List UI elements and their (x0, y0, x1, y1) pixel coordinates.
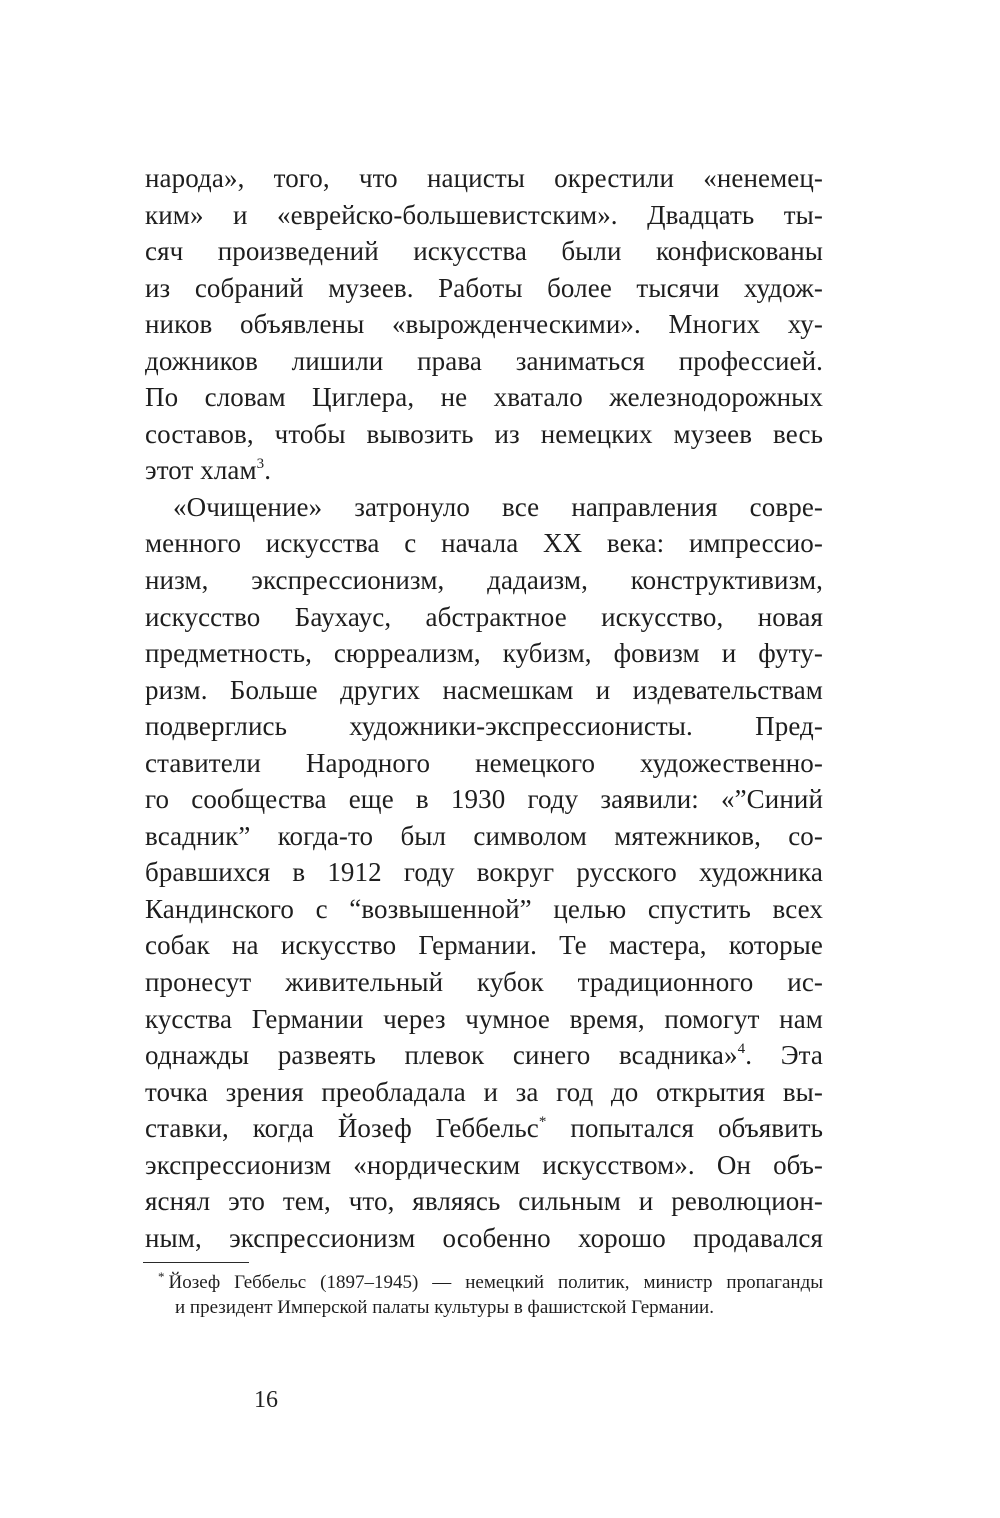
text-fragment: попытался объявить (546, 1113, 824, 1144)
text-line: предметность, сюрреализм, кубизм, фовизм и футу- (145, 638, 823, 669)
page-body (145, 160, 823, 1256)
footnote-ref-star[interactable]: * (538, 1114, 547, 1131)
text-line: яснял это тем, что, являясь сильным и революцион- (145, 1186, 823, 1217)
text-line: Кандинского с “возвышенной” целью спустить всех (145, 893, 823, 924)
text-line: составов, чтобы вывозить из немецких музеев весь (145, 418, 823, 449)
paragraph-2 (145, 489, 823, 1256)
footnote-line (158, 1270, 823, 1295)
text-line: бравшихся в 1912 году вокруг русского художника (145, 857, 823, 888)
text-line: ников объявлены «вырожденческими». Многих ху- (145, 309, 823, 340)
text-line: из собраний музеев. Работы более тысячи худож- (145, 272, 823, 303)
text-line: подверглись художники-экспрессионисты. Пред- (145, 711, 823, 742)
text-line: сяч произведений искусства были конфискованы (145, 236, 823, 267)
text-fragment: однажды развеять плевок синего всадника» (145, 1040, 738, 1071)
paragraph-1 (145, 160, 823, 489)
footnote-mark: * (158, 1269, 165, 1284)
text-line: экспрессионизм «нордическим искусством». Он объ- (145, 1149, 823, 1180)
text-line: ризм. Больше других насмешкам и издевательствам (145, 674, 823, 705)
text-line: пронесут живительный кубок традиционного ис- (145, 967, 823, 998)
page-number: 16 (254, 1387, 278, 1413)
text-line: ным, экспрессионизм особенно хорошо продавался (145, 1222, 823, 1253)
text-fragment: ставки, когда Йозеф Геббельс (145, 1113, 539, 1144)
text-line: ким» и «еврейско-большевистским». Двадцать ты- (145, 199, 823, 230)
text-line (145, 1110, 823, 1147)
text-line: менного искусства с начала XX века: импрессио- (145, 528, 823, 559)
text-fragment: . (264, 455, 272, 486)
text-line: дожников лишили права заниматься профессией. (145, 345, 823, 376)
text-line: собак на искусство Германии. Те мастера, которые (145, 930, 823, 961)
footnote-text: Йозеф Геббельс (1897–1945) — немецкий политик, министр пропаганды (168, 1272, 823, 1293)
footnote-line: и президент Имперской палаты культуры в фашистской Германии. (175, 1297, 714, 1318)
text-fragment: этот хлам (145, 455, 257, 486)
text-line: низм, экспрессионизм, дадаизм, конструктивизм, (145, 565, 823, 596)
footnote-divider (143, 1262, 249, 1263)
text-line (145, 452, 823, 489)
text-line: По словам Циглера, не хватало железнодорожных (145, 382, 823, 413)
text-line: ставители Народного немецкого художественно- (145, 747, 823, 778)
text-line: всадник” когда-то был символом мятежников, со- (145, 820, 823, 851)
text-fragment: . Эта (745, 1040, 823, 1071)
text-line: искусство Баухаус, абстрактное искусство, новая (145, 601, 823, 632)
footnote-ref-3[interactable]: 3 (256, 456, 265, 473)
text-line: «Очищение» затронуло все направления совре- (173, 491, 823, 522)
text-line: народа», того, что нацисты окрестили «ненемец- (145, 163, 823, 193)
footnote-section (158, 1270, 823, 1320)
text-line (145, 1037, 823, 1074)
text-line: го сообщества еще в 1930 году заявили: «”Синий (145, 784, 823, 815)
text-line: точка зрения преобладала и за год до открытия вы- (145, 1076, 823, 1107)
text-line: кусства Германии через чумное время, помогут нам (145, 1003, 823, 1034)
footnote-ref-4[interactable]: 4 (737, 1041, 746, 1058)
